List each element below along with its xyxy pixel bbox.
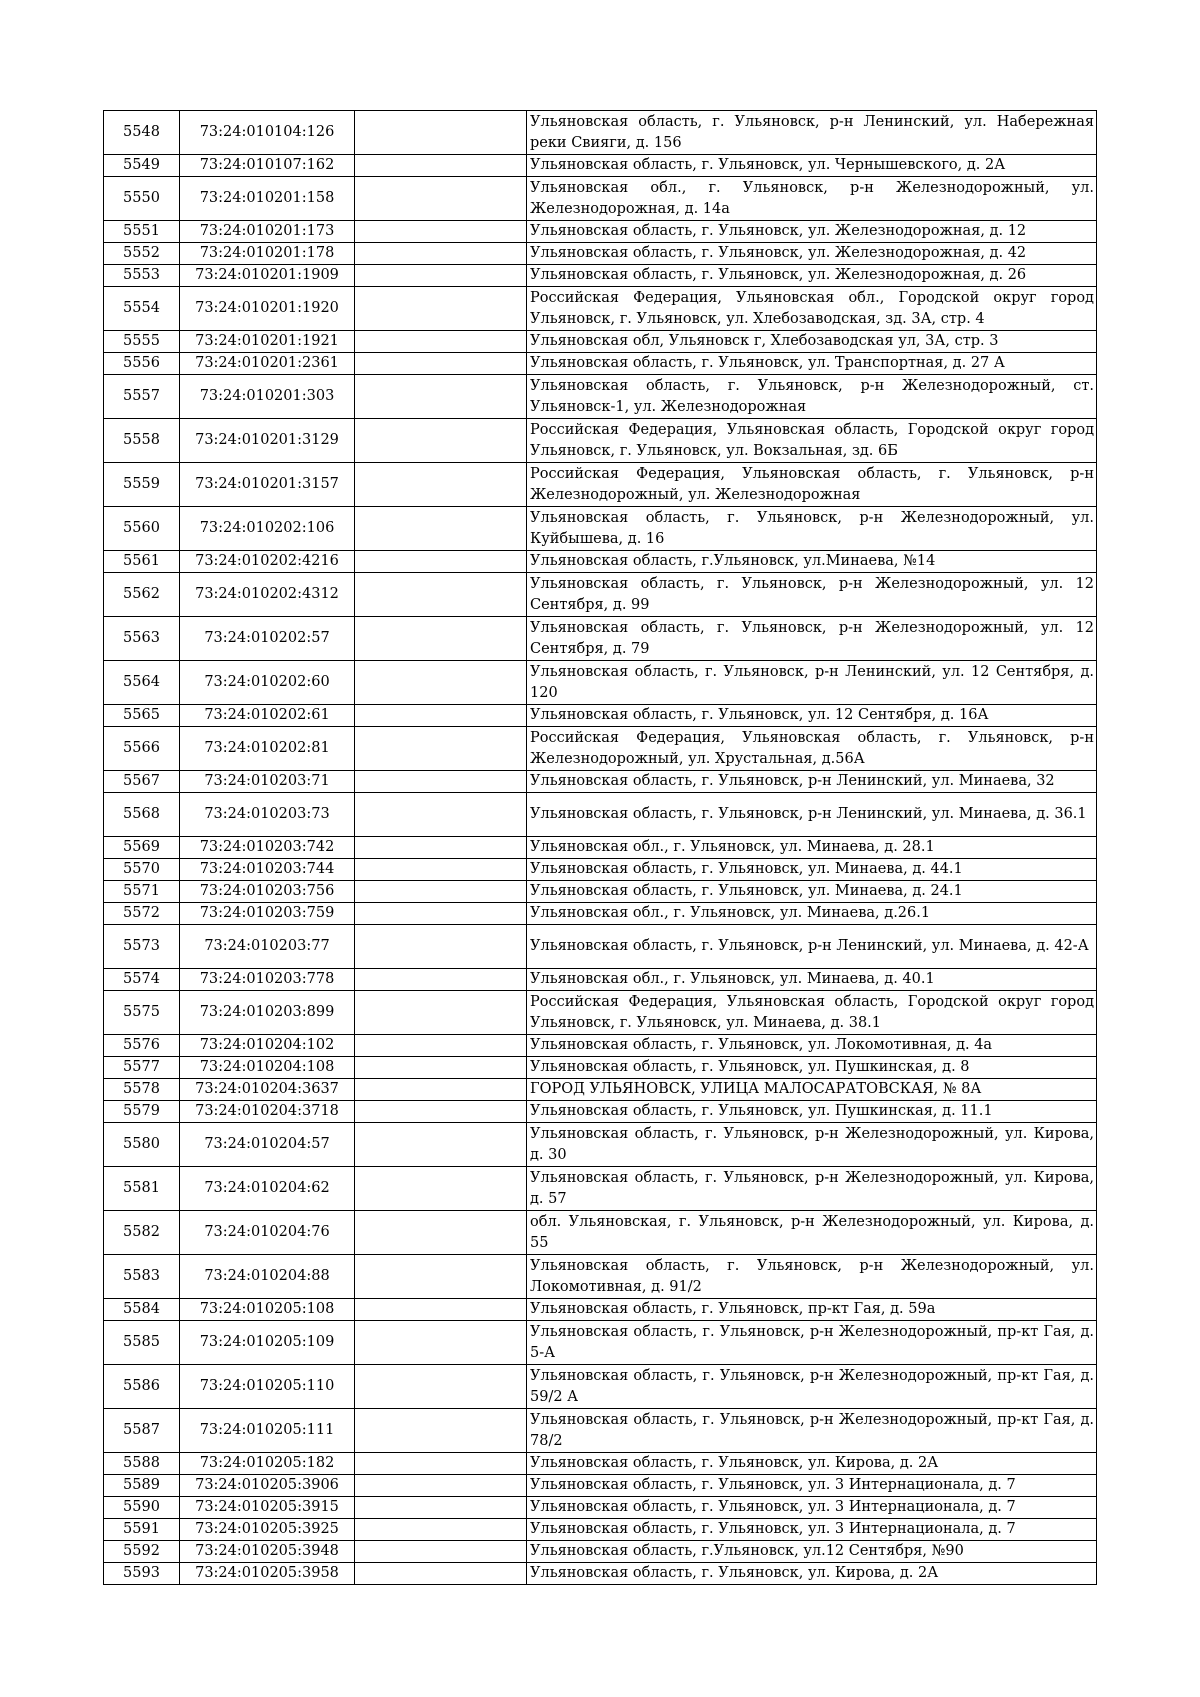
empty-cell bbox=[355, 331, 527, 353]
address: Ульяновская область, г. Ульяновск, р-н Железнодорожный, пр-кт Гая, д. 5-А bbox=[527, 1321, 1097, 1365]
table-row bbox=[104, 1497, 1097, 1519]
table-row bbox=[104, 727, 1097, 771]
row-number: 5579 bbox=[104, 1101, 180, 1123]
empty-cell bbox=[355, 1497, 527, 1519]
table-row bbox=[104, 903, 1097, 925]
table-row bbox=[104, 1079, 1097, 1101]
row-number: 5554 bbox=[104, 287, 180, 331]
address: Ульяновская область, г. Ульяновск, р-н Железнодорожный, пр-кт Гая, д. 59/2 А bbox=[527, 1365, 1097, 1409]
empty-cell bbox=[355, 969, 527, 991]
empty-cell bbox=[355, 353, 527, 375]
empty-cell bbox=[355, 507, 527, 551]
cadastral-number: 73:24:010202:81 bbox=[180, 727, 355, 771]
cadastral-number: 73:24:010203:73 bbox=[180, 793, 355, 837]
address: Ульяновская область, г.Ульяновск, ул.12 Сентября, №90 bbox=[527, 1541, 1097, 1563]
table-row bbox=[104, 1365, 1097, 1409]
row-number: 5555 bbox=[104, 331, 180, 353]
registry-table-body bbox=[104, 111, 1097, 1585]
row-number: 5582 bbox=[104, 1211, 180, 1255]
row-number: 5553 bbox=[104, 265, 180, 287]
cadastral-number: 73:24:010201:178 bbox=[180, 243, 355, 265]
empty-cell bbox=[355, 243, 527, 265]
address: Ульяновская область, г. Ульяновск, ул. 12 Сентября, д. 16А bbox=[527, 705, 1097, 727]
empty-cell bbox=[355, 771, 527, 793]
table-row bbox=[104, 243, 1097, 265]
row-number: 5585 bbox=[104, 1321, 180, 1365]
row-number: 5571 bbox=[104, 881, 180, 903]
row-number: 5592 bbox=[104, 1541, 180, 1563]
address: Ульяновская область, г. Ульяновск, ул. Чернышевского, д. 2А bbox=[527, 155, 1097, 177]
address: Ульяновская область, г. Ульяновск, ул. Железнодорожная, д. 26 bbox=[527, 265, 1097, 287]
empty-cell bbox=[355, 727, 527, 771]
row-number: 5569 bbox=[104, 837, 180, 859]
row-number: 5549 bbox=[104, 155, 180, 177]
address: Российская Федерация, Ульяновская область, Городской округ город Ульяновск, г. Ульяновск, ул. Вокзальная, зд. 6Б bbox=[527, 419, 1097, 463]
address: Ульяновская область, г. Ульяновск, ул. Кирова, д. 2А bbox=[527, 1563, 1097, 1585]
address: Ульяновская обл., г. Ульяновск, ул. Минаева, д.26.1 bbox=[527, 903, 1097, 925]
row-number: 5588 bbox=[104, 1453, 180, 1475]
cadastral-number: 73:24:010205:111 bbox=[180, 1409, 355, 1453]
row-number: 5567 bbox=[104, 771, 180, 793]
table-row bbox=[104, 1519, 1097, 1541]
address: Российская Федерация, Ульяновская обл., Городской округ город Ульяновск, г. Ульяновск, ул. Хлебозаводская, зд. 3А, стр. 4 bbox=[527, 287, 1097, 331]
empty-cell bbox=[355, 881, 527, 903]
table-row bbox=[104, 991, 1097, 1035]
empty-cell bbox=[355, 1101, 527, 1123]
address: Ульяновская область, г. Ульяновск, р-н Железнодорожный, пр-кт Гая, д. 78/2 bbox=[527, 1409, 1097, 1453]
address: Ульяновская область, г. Ульяновск, р-н Ленинский, ул. Набережная реки Свияги, д. 156 bbox=[527, 111, 1097, 155]
cadastral-number: 73:24:010203:759 bbox=[180, 903, 355, 925]
empty-cell bbox=[355, 925, 527, 969]
address: Ульяновская область, г.Ульяновск, ул.Минаева, №14 bbox=[527, 551, 1097, 573]
cadastral-number: 73:24:010205:3925 bbox=[180, 1519, 355, 1541]
cadastral-number: 73:24:010204:3718 bbox=[180, 1101, 355, 1123]
address: Ульяновская область, г. Ульяновск, ул. Пушкинская, д. 11.1 bbox=[527, 1101, 1097, 1123]
cadastral-number: 73:24:010201:3129 bbox=[180, 419, 355, 463]
empty-cell bbox=[355, 617, 527, 661]
cadastral-number: 73:24:010205:3915 bbox=[180, 1497, 355, 1519]
table-row bbox=[104, 1167, 1097, 1211]
empty-cell bbox=[355, 1519, 527, 1541]
table-row bbox=[104, 793, 1097, 837]
table-row bbox=[104, 507, 1097, 551]
empty-cell bbox=[355, 661, 527, 705]
cadastral-number: 73:24:010205:109 bbox=[180, 1321, 355, 1365]
empty-cell bbox=[355, 1211, 527, 1255]
address: Ульяновская обл., г. Ульяновск, ул. Минаева, д. 40.1 bbox=[527, 969, 1097, 991]
address: Российская Федерация, Ульяновская область, Городской округ город Ульяновск, г. Ульяновск, ул. Минаева, д. 38.1 bbox=[527, 991, 1097, 1035]
address: Ульяновская область, г. Ульяновск, р-н Железнодорожный, ул. Куйбышева, д. 16 bbox=[527, 507, 1097, 551]
address: Ульяновская область, г. Ульяновск, ул. Локомотивная, д. 4а bbox=[527, 1035, 1097, 1057]
address: Ульяновская область, г. Ульяновск, ул. 3 Интернационала, д. 7 bbox=[527, 1497, 1097, 1519]
table-row bbox=[104, 617, 1097, 661]
table-row bbox=[104, 573, 1097, 617]
address: Ульяновская обл, Ульяновск г, Хлебозаводская ул, 3А, стр. 3 bbox=[527, 331, 1097, 353]
row-number: 5583 bbox=[104, 1255, 180, 1299]
cadastral-number: 73:24:010205:182 bbox=[180, 1453, 355, 1475]
cadastral-number: 73:24:010201:303 bbox=[180, 375, 355, 419]
cadastral-number: 73:24:010203:742 bbox=[180, 837, 355, 859]
table-row bbox=[104, 287, 1097, 331]
empty-cell bbox=[355, 111, 527, 155]
row-number: 5560 bbox=[104, 507, 180, 551]
row-number: 5556 bbox=[104, 353, 180, 375]
row-number: 5551 bbox=[104, 221, 180, 243]
row-number: 5570 bbox=[104, 859, 180, 881]
address: Ульяновская обл., г. Ульяновск, р-н Железнодорожный, ул. Железнодорожная, д. 14а bbox=[527, 177, 1097, 221]
empty-cell bbox=[355, 463, 527, 507]
cadastral-number: 73:24:010202:57 bbox=[180, 617, 355, 661]
address: Ульяновская область, г. Ульяновск, р-н Железнодорожный, ул. Локомотивная, д. 91/2 bbox=[527, 1255, 1097, 1299]
table-row bbox=[104, 331, 1097, 353]
table-row bbox=[104, 881, 1097, 903]
cadastral-number: 73:24:010203:77 bbox=[180, 925, 355, 969]
table-row bbox=[104, 1035, 1097, 1057]
cadastral-number: 73:24:010202:4216 bbox=[180, 551, 355, 573]
cadastral-number: 73:24:010204:62 bbox=[180, 1167, 355, 1211]
empty-cell bbox=[355, 1453, 527, 1475]
cadastral-number: 73:24:010203:756 bbox=[180, 881, 355, 903]
row-number: 5574 bbox=[104, 969, 180, 991]
table-row bbox=[104, 661, 1097, 705]
table-row bbox=[104, 1409, 1097, 1453]
cadastral-number: 73:24:010202:106 bbox=[180, 507, 355, 551]
table-row bbox=[104, 1057, 1097, 1079]
empty-cell bbox=[355, 1123, 527, 1167]
empty-cell bbox=[355, 551, 527, 573]
address: Ульяновская область, г. Ульяновск, ул. Пушкинская, д. 8 bbox=[527, 1057, 1097, 1079]
cadastral-number: 73:24:010201:1921 bbox=[180, 331, 355, 353]
row-number: 5573 bbox=[104, 925, 180, 969]
address: Ульяновская область, г. Ульяновск, ул. Железнодорожная, д. 12 bbox=[527, 221, 1097, 243]
cadastral-number: 73:24:010104:126 bbox=[180, 111, 355, 155]
table-row bbox=[104, 1101, 1097, 1123]
cadastral-number: 73:24:010205:108 bbox=[180, 1299, 355, 1321]
cadastral-number: 73:24:010201:1920 bbox=[180, 287, 355, 331]
cadastral-number: 73:24:010204:108 bbox=[180, 1057, 355, 1079]
address: Ульяновская область, г. Ульяновск, ул. Железнодорожная, д. 42 bbox=[527, 243, 1097, 265]
table-row bbox=[104, 221, 1097, 243]
cadastral-number: 73:24:010202:4312 bbox=[180, 573, 355, 617]
cadastral-number: 73:24:010204:88 bbox=[180, 1255, 355, 1299]
empty-cell bbox=[355, 705, 527, 727]
row-number: 5591 bbox=[104, 1519, 180, 1541]
row-number: 5561 bbox=[104, 551, 180, 573]
table-row bbox=[104, 1541, 1097, 1563]
empty-cell bbox=[355, 1541, 527, 1563]
cadastral-number: 73:24:010201:173 bbox=[180, 221, 355, 243]
address: Ульяновская область, г. Ульяновск, р-н Железнодорожный, ул. 12 Сентября, д. 99 bbox=[527, 573, 1097, 617]
cadastral-number: 73:24:010201:3157 bbox=[180, 463, 355, 507]
table-row bbox=[104, 111, 1097, 155]
row-number: 5563 bbox=[104, 617, 180, 661]
table-row bbox=[104, 155, 1097, 177]
empty-cell bbox=[355, 859, 527, 881]
row-number: 5589 bbox=[104, 1475, 180, 1497]
row-number: 5552 bbox=[104, 243, 180, 265]
row-number: 5562 bbox=[104, 573, 180, 617]
row-number: 5577 bbox=[104, 1057, 180, 1079]
cadastral-number: 73:24:010201:1909 bbox=[180, 265, 355, 287]
empty-cell bbox=[355, 1299, 527, 1321]
empty-cell bbox=[355, 1475, 527, 1497]
row-number: 5568 bbox=[104, 793, 180, 837]
empty-cell bbox=[355, 155, 527, 177]
address: Ульяновская область, г. Ульяновск, ул. Кирова, д. 2А bbox=[527, 1453, 1097, 1475]
address: Ульяновская область, г. Ульяновск, р-н Железнодорожный, ст. Ульяновск-1, ул. Железнодорожная bbox=[527, 375, 1097, 419]
empty-cell bbox=[355, 991, 527, 1035]
cadastral-number: 73:24:010205:3906 bbox=[180, 1475, 355, 1497]
table-row bbox=[104, 859, 1097, 881]
table-row bbox=[104, 925, 1097, 969]
empty-cell bbox=[355, 265, 527, 287]
address: Ульяновская область, г. Ульяновск, ул. Транспортная, д. 27 А bbox=[527, 353, 1097, 375]
address: Ульяновская область, г. Ульяновск, р-н Железнодорожный, ул. Кирова, д. 57 bbox=[527, 1167, 1097, 1211]
empty-cell bbox=[355, 1167, 527, 1211]
address: Ульяновская область, г. Ульяновск, ул. Минаева, д. 24.1 bbox=[527, 881, 1097, 903]
row-number: 5566 bbox=[104, 727, 180, 771]
address: ГОРОД УЛЬЯНОВСК, УЛИЦА МАЛОСАРАТОВСКАЯ, № 8А bbox=[527, 1079, 1097, 1101]
table-row bbox=[104, 1321, 1097, 1365]
empty-cell bbox=[355, 1255, 527, 1299]
address: Российская Федерация, Ульяновская область, г. Ульяновск, р-н Железнодорожный, ул. Железнодорожная bbox=[527, 463, 1097, 507]
address: Российская Федерация, Ульяновская область, г. Ульяновск, р-н Железнодорожный, ул. Хрустальная, д.56А bbox=[527, 727, 1097, 771]
row-number: 5565 bbox=[104, 705, 180, 727]
row-number: 5557 bbox=[104, 375, 180, 419]
address: Ульяновская область, г. Ульяновск, р-н Ленинский, ул. 12 Сентября, д. 120 bbox=[527, 661, 1097, 705]
empty-cell bbox=[355, 375, 527, 419]
address: Ульяновская область, г. Ульяновск, р-н Ленинский, ул. Минаева, 32 bbox=[527, 771, 1097, 793]
row-number: 5586 bbox=[104, 1365, 180, 1409]
table-row bbox=[104, 375, 1097, 419]
cadastral-number: 73:24:010204:102 bbox=[180, 1035, 355, 1057]
empty-cell bbox=[355, 1079, 527, 1101]
table-row bbox=[104, 969, 1097, 991]
cadastral-number: 73:24:010204:57 bbox=[180, 1123, 355, 1167]
empty-cell bbox=[355, 1365, 527, 1409]
table-row bbox=[104, 837, 1097, 859]
table-row bbox=[104, 771, 1097, 793]
table-row bbox=[104, 551, 1097, 573]
row-number: 5587 bbox=[104, 1409, 180, 1453]
empty-cell bbox=[355, 221, 527, 243]
empty-cell bbox=[355, 573, 527, 617]
table-row bbox=[104, 705, 1097, 727]
cadastral-number: 73:24:010201:2361 bbox=[180, 353, 355, 375]
address: Ульяновская область, г. Ульяновск, ул. 3 Интернационала, д. 7 bbox=[527, 1475, 1097, 1497]
row-number: 5593 bbox=[104, 1563, 180, 1585]
table-row bbox=[104, 265, 1097, 287]
row-number: 5581 bbox=[104, 1167, 180, 1211]
table-row bbox=[104, 177, 1097, 221]
table-row bbox=[104, 353, 1097, 375]
row-number: 5575 bbox=[104, 991, 180, 1035]
address: Ульяновская область, г. Ульяновск, р-н Железнодорожный, ул. 12 Сентября, д. 79 bbox=[527, 617, 1097, 661]
table-row bbox=[104, 1563, 1097, 1585]
empty-cell bbox=[355, 419, 527, 463]
row-number: 5590 bbox=[104, 1497, 180, 1519]
table-row bbox=[104, 419, 1097, 463]
cadastral-number: 73:24:010204:76 bbox=[180, 1211, 355, 1255]
cadastral-number: 73:24:010202:61 bbox=[180, 705, 355, 727]
empty-cell bbox=[355, 793, 527, 837]
address: обл. Ульяновская, г. Ульяновск, р-н Железнодорожный, ул. Кирова, д. 55 bbox=[527, 1211, 1097, 1255]
empty-cell bbox=[355, 1035, 527, 1057]
cadastral-number: 73:24:010201:158 bbox=[180, 177, 355, 221]
cadastral-number: 73:24:010203:744 bbox=[180, 859, 355, 881]
table-row bbox=[104, 1453, 1097, 1475]
row-number: 5578 bbox=[104, 1079, 180, 1101]
address: Ульяновская область, г. Ульяновск, р-н Ленинский, ул. Минаева, д. 42-А bbox=[527, 925, 1097, 969]
cadastral-number: 73:24:010203:71 bbox=[180, 771, 355, 793]
table-row bbox=[104, 1123, 1097, 1167]
empty-cell bbox=[355, 1563, 527, 1585]
row-number: 5576 bbox=[104, 1035, 180, 1057]
address: Ульяновская область, г. Ульяновск, ул. 3 Интернационала, д. 7 bbox=[527, 1519, 1097, 1541]
row-number: 5550 bbox=[104, 177, 180, 221]
table-row bbox=[104, 1475, 1097, 1497]
row-number: 5548 bbox=[104, 111, 180, 155]
row-number: 5572 bbox=[104, 903, 180, 925]
row-number: 5558 bbox=[104, 419, 180, 463]
table-row bbox=[104, 1255, 1097, 1299]
row-number: 5580 bbox=[104, 1123, 180, 1167]
registry-table bbox=[103, 110, 1097, 1585]
cadastral-number: 73:24:010107:162 bbox=[180, 155, 355, 177]
address: Ульяновская область, г. Ульяновск, ул. Минаева, д. 44.1 bbox=[527, 859, 1097, 881]
empty-cell bbox=[355, 837, 527, 859]
address: Ульяновская область, г. Ульяновск, пр-кт Гая, д. 59а bbox=[527, 1299, 1097, 1321]
empty-cell bbox=[355, 1057, 527, 1079]
cadastral-number: 73:24:010204:3637 bbox=[180, 1079, 355, 1101]
table-row bbox=[104, 1299, 1097, 1321]
row-number: 5559 bbox=[104, 463, 180, 507]
address: Ульяновская обл., г. Ульяновск, ул. Минаева, д. 28.1 bbox=[527, 837, 1097, 859]
cadastral-number: 73:24:010205:110 bbox=[180, 1365, 355, 1409]
empty-cell bbox=[355, 287, 527, 331]
row-number: 5564 bbox=[104, 661, 180, 705]
empty-cell bbox=[355, 177, 527, 221]
cadastral-number: 73:24:010203:778 bbox=[180, 969, 355, 991]
empty-cell bbox=[355, 1321, 527, 1365]
row-number: 5584 bbox=[104, 1299, 180, 1321]
cadastral-number: 73:24:010203:899 bbox=[180, 991, 355, 1035]
address: Ульяновская область, г. Ульяновск, р-н Железнодорожный, ул. Кирова, д. 30 bbox=[527, 1123, 1097, 1167]
cadastral-number: 73:24:010205:3948 bbox=[180, 1541, 355, 1563]
table-row bbox=[104, 1211, 1097, 1255]
empty-cell bbox=[355, 903, 527, 925]
table-row bbox=[104, 463, 1097, 507]
empty-cell bbox=[355, 1409, 527, 1453]
cadastral-number: 73:24:010202:60 bbox=[180, 661, 355, 705]
cadastral-number: 73:24:010205:3958 bbox=[180, 1563, 355, 1585]
address: Ульяновская область, г. Ульяновск, р-н Ленинский, ул. Минаева, д. 36.1 bbox=[527, 793, 1097, 837]
